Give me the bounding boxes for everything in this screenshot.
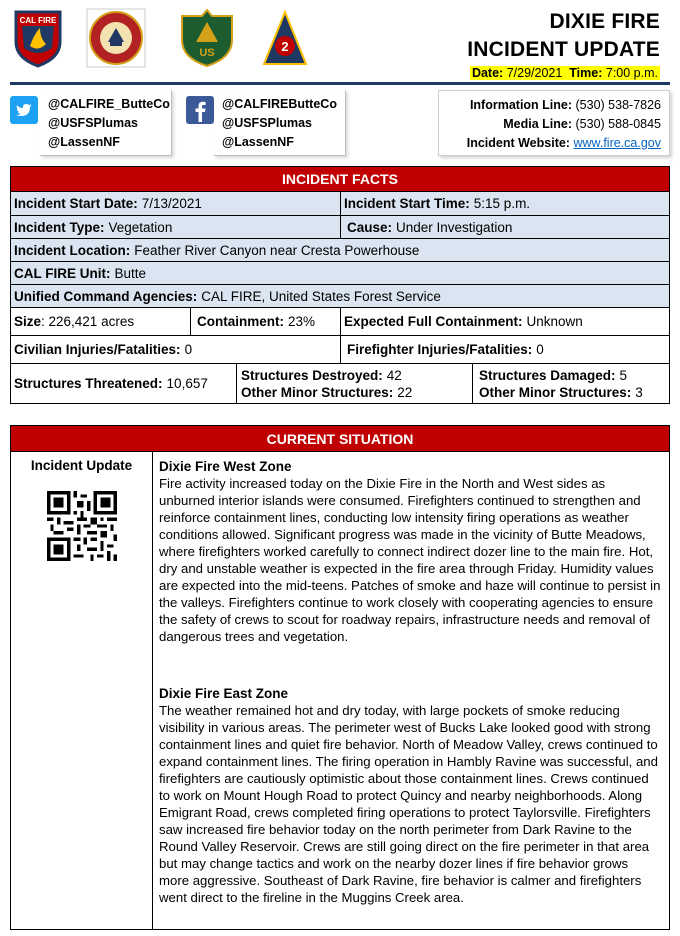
west-zone-title: Dixie Fire West Zone [159, 459, 292, 474]
incident-website: Incident Website: www.fire.ca.gov [466, 136, 661, 150]
facts-row-injuries [10, 336, 670, 364]
contact-info-box [438, 90, 670, 156]
current-situation-section [10, 425, 670, 930]
svg-text:US: US [199, 47, 215, 59]
cal-fire-unit-cell: CAL FIRE Unit: Butte [11, 262, 669, 284]
facts-row-start [10, 192, 670, 216]
firefighter-injuries-cell: Firefighter Injuries/Fatalities: 0 [347, 342, 544, 357]
full-containment-cell: Expected Full Containment: Unknown [344, 314, 583, 329]
facebook-f-icon[interactable] [186, 96, 214, 124]
svg-text:2: 2 [281, 39, 289, 54]
situation-left-column [11, 452, 153, 929]
incident-facts-heading: INCIDENT FACTS [10, 166, 670, 192]
header-divider [10, 82, 670, 85]
qr-code-icon[interactable] [47, 491, 117, 561]
facebook-block [186, 90, 348, 156]
incident-type-cell: Incident Type: Vegetation [11, 216, 341, 238]
structures-damaged-cell: Structures Damaged: 5 Other Minor Structures: 3 [479, 367, 643, 400]
location-cell: Incident Location: Feather River Canyon near Cresta Powerhouse [11, 239, 669, 261]
facebook-handles-box [214, 90, 346, 156]
media-line: Media Line: (530) 588-0845 [503, 117, 661, 131]
civilian-injuries-cell: Civilian Injuries/Fatalities: 0 [11, 336, 341, 363]
cal-fire-logo-icon [12, 8, 64, 68]
date-value: 7/29/2021 [506, 66, 563, 80]
forest-service-shield-icon [178, 8, 236, 68]
facts-row-type [10, 216, 670, 239]
agencies-cell: Unified Command Agencies: CAL FIRE, United States Forest Service [11, 285, 669, 307]
svg-text:CAL FIRE: CAL FIRE [19, 16, 57, 25]
facts-row-agencies [10, 285, 670, 308]
website-link[interactable]: www.fire.ca.gov [573, 136, 661, 150]
incident-update-label: Incident Update [30, 458, 133, 473]
date-time-banner [470, 66, 660, 80]
butte-county-seal-icon [86, 8, 146, 68]
page-header [0, 0, 680, 86]
facebook-handle[interactable]: @LassenNF [222, 135, 294, 149]
twitter-handle[interactable]: @LassenNF [48, 135, 120, 149]
facts-row-location [10, 239, 670, 262]
containment-cell: Containment: 23% [191, 308, 341, 335]
twitter-block [10, 90, 170, 156]
date-label: Date: [471, 66, 504, 80]
east-zone-body: The weather remained hot and dry today, with large pockets of smoke reducing visibility in various areas. The perimeter west of Bucks Lake looked good with strong containment lines and quiet fire behavior. North of Meadow Valley, crews continued to expand containment lines. The firing operation in Hambly Ravine was successful, and firefighters are cautiously optimistic about those containment lines. Crews continued to work on Mount Hough Road to protect Quincy and nearby neighborhoods. Along Emigrant Road, crews completed firing operations to protect Taylorsville. Firefighters saw increased fire behavior today on the north perimeter from Dark Ravine to the Round Valley Reservoir. Crews are still going direct on the fire perimeter in that area but may change tactics and work on the nearby dozer lines if fire behavior grows more aggressive. Southeast of Dark Ravine, fire behavior is calmer and firefighters went direct to the fireline in the Muggins Creek area. [159, 703, 658, 905]
start-date-cell: Incident Start Date: 7/13/2021 [11, 192, 341, 215]
incident-facts-table [10, 166, 670, 404]
twitter-handle[interactable]: @CALFIRE_ButteCo [48, 97, 170, 111]
situation-narrative [159, 452, 661, 906]
facebook-handle[interactable]: @USFSPlumas [222, 116, 312, 130]
twitter-bird-icon[interactable] [10, 96, 38, 124]
title-block [467, 8, 660, 82]
information-line: Information Line: (530) 538-7826 [469, 98, 661, 112]
facts-row-unit [10, 262, 670, 285]
start-time-cell: Incident Start Time: 5:15 p.m. [341, 192, 669, 215]
current-situation-heading: CURRENT SITUATION [11, 426, 669, 452]
incident-team-2-triangle-icon [262, 8, 308, 68]
structures-destroyed-cell: Structures Destroyed: 42 Other Minor Structures: 22 [237, 364, 473, 403]
size-cell: Size : 226,421 acres [11, 308, 191, 335]
document-subtitle: INCIDENT UPDATE [467, 38, 660, 61]
twitter-handle[interactable]: @USFSPlumas [48, 116, 138, 130]
time-label: Time: [569, 66, 603, 80]
east-zone-title: Dixie Fire East Zone [159, 686, 289, 701]
west-zone-body: Fire activity increased today on the Dixie Fire in the North and West sides as unburned interior islands were consumed. Firefighters continued to strengthen and reinforce containment lines, conducting low intensity firing operations as weather conditions allowed. Significant progress was made in the vicinity of Butte Meadows, where firefighters worked carefully to connect indirect dozer line to the main fire. Hot, dry and unstable weather is expected in the fire area through Friday. Humidity values are expected into the mid-teens. Patches of smoke and haze will continue to persist in the valleys. Firefighters continue to work closely with cooperating agencies to ensure the safety of crews to scout for roadway repairs, infrastructure needs and removal of dangerous trees and vegetation. [159, 476, 661, 644]
twitter-handles-box [40, 90, 172, 156]
facebook-handle[interactable]: @CALFIREButteCo [222, 97, 337, 111]
structures-threatened-cell: Structures Threatened: 10,657 [11, 364, 237, 403]
cause-cell: Cause: Under Investigation [341, 216, 669, 238]
document-title: DIXIE FIRE [549, 10, 660, 33]
facts-row-structures [10, 364, 670, 404]
facts-row-size [10, 308, 670, 336]
time-value: 7:00 p.m. [605, 66, 658, 80]
